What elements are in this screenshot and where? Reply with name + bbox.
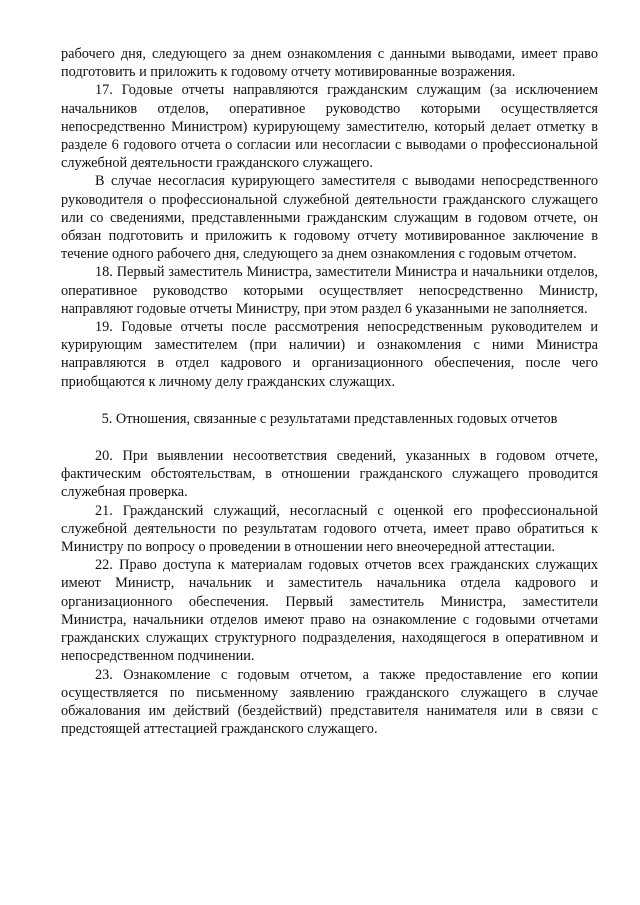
paragraph-20: 20. При выявлении несоответствия сведений, указанных в годовом отчете, фактическим обстоятельствам, в отношении гражданского служащего проводится служебная проверка. — [61, 448, 598, 501]
paragraph-continuation: рабочего дня, следующего за днем ознакомления с данными выводами, имеет право подготовить и приложить к годовому отчету мотивированные возражения. — [61, 46, 598, 81]
paragraph-disagreement: В случае несогласия курирующего заместителя с выводами непосредственного руководителя о профессиональной служебной деятельности гражданского служащего или со сведениями, представленными гражданским служащим в годовом отчете, он обязан подготовить и приложить к годовому отчету мотивированное заключение в течение одного рабочего дня, следующего за днем ознакомления с годовым отчетом. — [61, 173, 598, 263]
paragraph-17: 17. Годовые отчеты направляются гражданским служащим (за исключением начальников отделов, оперативное руководство которыми осуществляется непосредственно Министром) курирующему заместителю, который делает отметку в разделе 6 годового отчета о согласии или несогласии с выводами о профессиональной служебной деятельности гражданского служащего. — [61, 82, 598, 172]
paragraph-21: 21. Гражданский служащий, несогласный с оценкой его профессиональной служебной деятельности по результатам годового отчета, имеет право обратиться к Министру по вопросу о проведении в отношении него внеочередной аттестации. — [61, 502, 598, 556]
paragraph-22: 22. Право доступа к материалам годовых отчетов всех гражданских служащих имеют Министр, начальник и заместитель начальника отдела кадрового и организационного обеспечения. Первый заместитель Министра, заместители Министра, начальники отделов имеют право на ознакомление с годовыми отчетами гражданских служащих структурного подразделения, находящегося в оперативном и непосредственном подчинении. — [61, 557, 598, 665]
paragraph-18: 18. Первый заместитель Министра, заместители Министра и начальники отделов, оперативное руководство которыми осуществляет непосредственно Министр, направляют годовые отчеты Министру, при этом раздел 6 указанными не заполняется. — [61, 264, 598, 317]
paragraph-23: 23. Ознакомление с годовым отчетом, а также предоставление его копии осуществляется по письменному заявлению гражданского служащего в случае обжалования им действий (бездействий) представителя нанимателя или в связи с предстоящей аттестацией гражданского служащего. — [61, 666, 598, 738]
paragraph-19: 19. Годовые отчеты после рассмотрения непосредственным руководителем и курирующим заместителем (при наличии) и ознакомления с ними Министра направляются в отдел кадрового и организационного обеспечения, после чего приобщаются к личному делу гражданских служащих. — [61, 319, 598, 390]
document-body — [61, 45, 598, 738]
section-heading: 5. Отношения, связанные с результатами представленных годовых отчетов — [101, 410, 558, 427]
